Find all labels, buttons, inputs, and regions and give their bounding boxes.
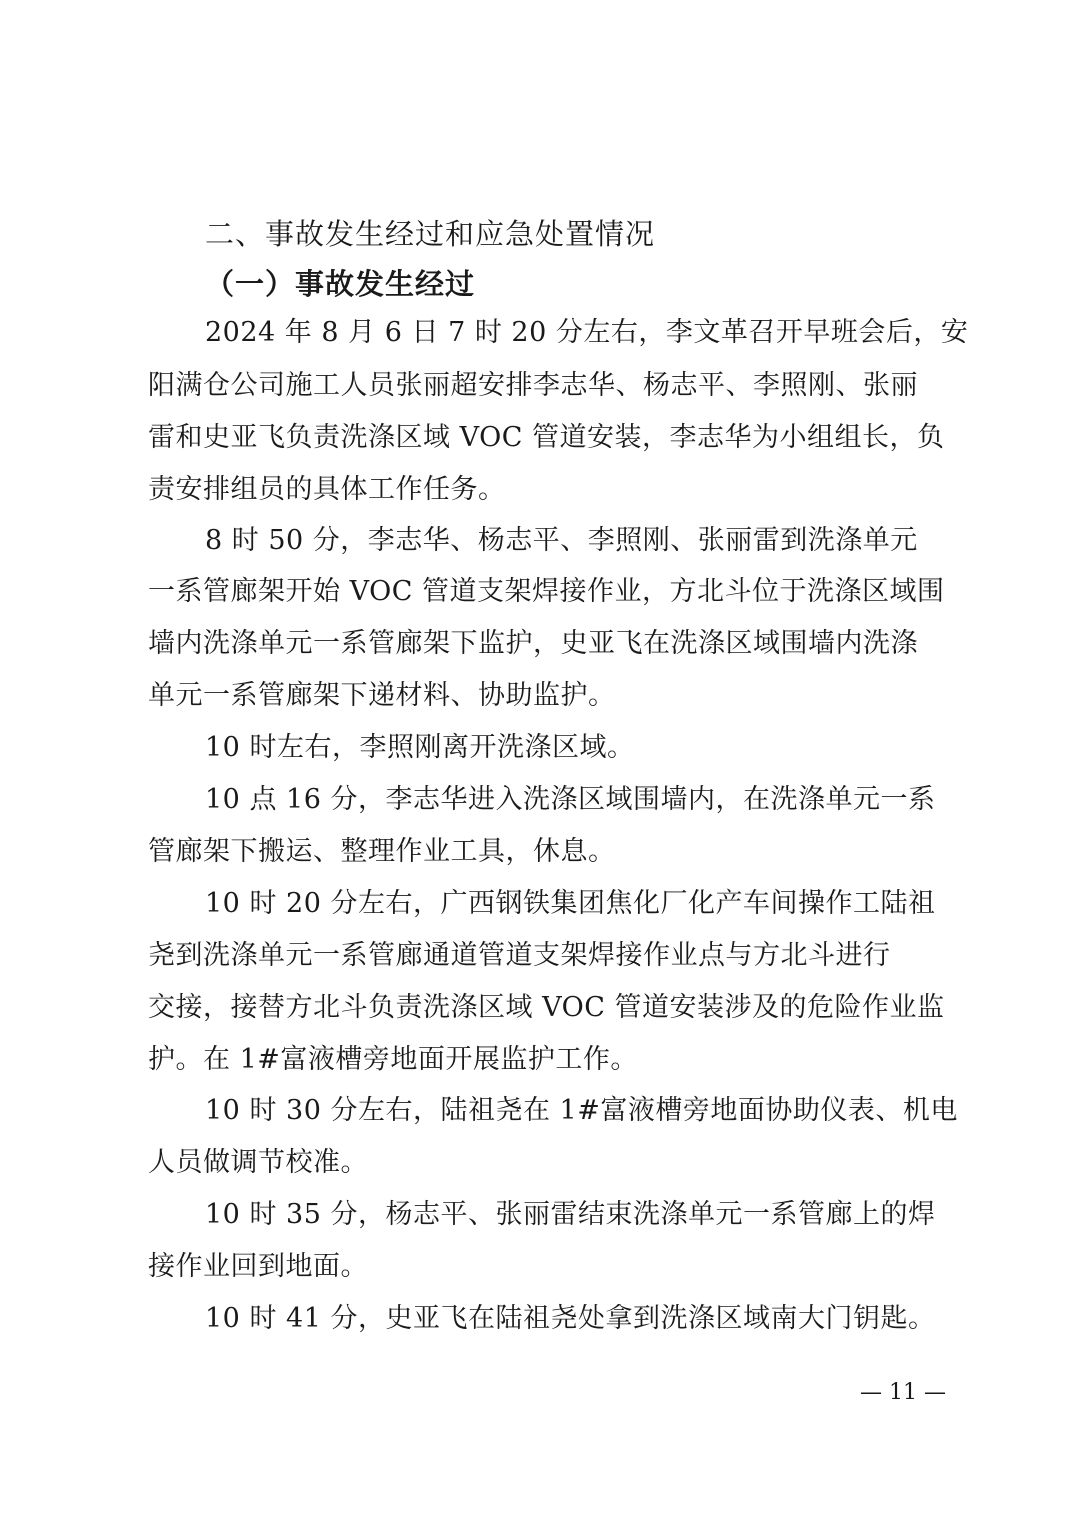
paragraph-line: 护。在 1#富液槽旁地面开展监护工作。 <box>148 1044 638 1075</box>
page-number: — 11 — <box>860 1380 946 1405</box>
paragraph-line: 接作业回到地面。 <box>148 1251 368 1282</box>
paragraph-line: 管廊架下搬运、整理作业工具，休息。 <box>148 836 616 867</box>
paragraph-line: 10 时 41 分，史亚飞在陆祖尧处拿到洗涤区域南大门钥匙。 <box>205 1303 936 1334</box>
subsection-heading: （一）事故发生经过 <box>205 267 476 301</box>
paragraph-line: 10 点 16 分，李志华进入洗涤区域围墙内，在洗涤单元一系 <box>205 784 936 815</box>
paragraph-line: 10 时 30 分左右，陆祖尧在 1#富液槽旁地面协助仪表、机电 <box>205 1095 958 1126</box>
paragraph-line: 8 时 50 分，李志华、杨志平、李照刚、张丽雷到洗涤单元 <box>205 525 918 556</box>
paragraph-line: 10 时 20 分左右，广西钢铁集团焦化厂化产车间操作工陆祖 <box>205 888 936 919</box>
paragraph-line: 墙内洗涤单元一系管廊架下监护，史亚飞在洗涤区域围墙内洗涤 <box>148 628 918 659</box>
paragraph-line: 单元一系管廊架下递材料、协助监护。 <box>148 680 616 711</box>
paragraph-line: 2024 年 8 月 6 日 7 时 20 分左右，李文革召开早班会后，安 <box>205 317 969 348</box>
paragraph-line: 雷和史亚飞负责洗涤区域 VOC 管道安装，李志华为小组组长，负 <box>148 422 945 453</box>
paragraph-line: 交接，接替方北斗负责洗涤区域 VOC 管道安装涉及的危险作业监 <box>148 992 945 1023</box>
paragraph-line: 阳满仓公司施工人员张丽超安排李志华、杨志平、李照刚、张丽 <box>148 370 918 401</box>
paragraph-line: 人员做调节校准。 <box>148 1147 368 1178</box>
paragraph-line: 10 时左右，李照刚离开洗涤区域。 <box>205 732 635 763</box>
paragraph-line: 一系管廊架开始 VOC 管道支架焊接作业，方北斗位于洗涤区域围 <box>148 576 945 607</box>
paragraph-line: 责安排组员的具体工作任务。 <box>148 474 506 505</box>
section-heading: 二、事故发生经过和应急处置情况 <box>205 217 656 251</box>
paragraph-line: 10 时 35 分，杨志平、张丽雷结束洗涤单元一系管廊上的焊 <box>205 1199 936 1230</box>
paragraph-line: 尧到洗涤单元一系管廊通道管道支架焊接作业点与方北斗进行 <box>148 940 891 971</box>
